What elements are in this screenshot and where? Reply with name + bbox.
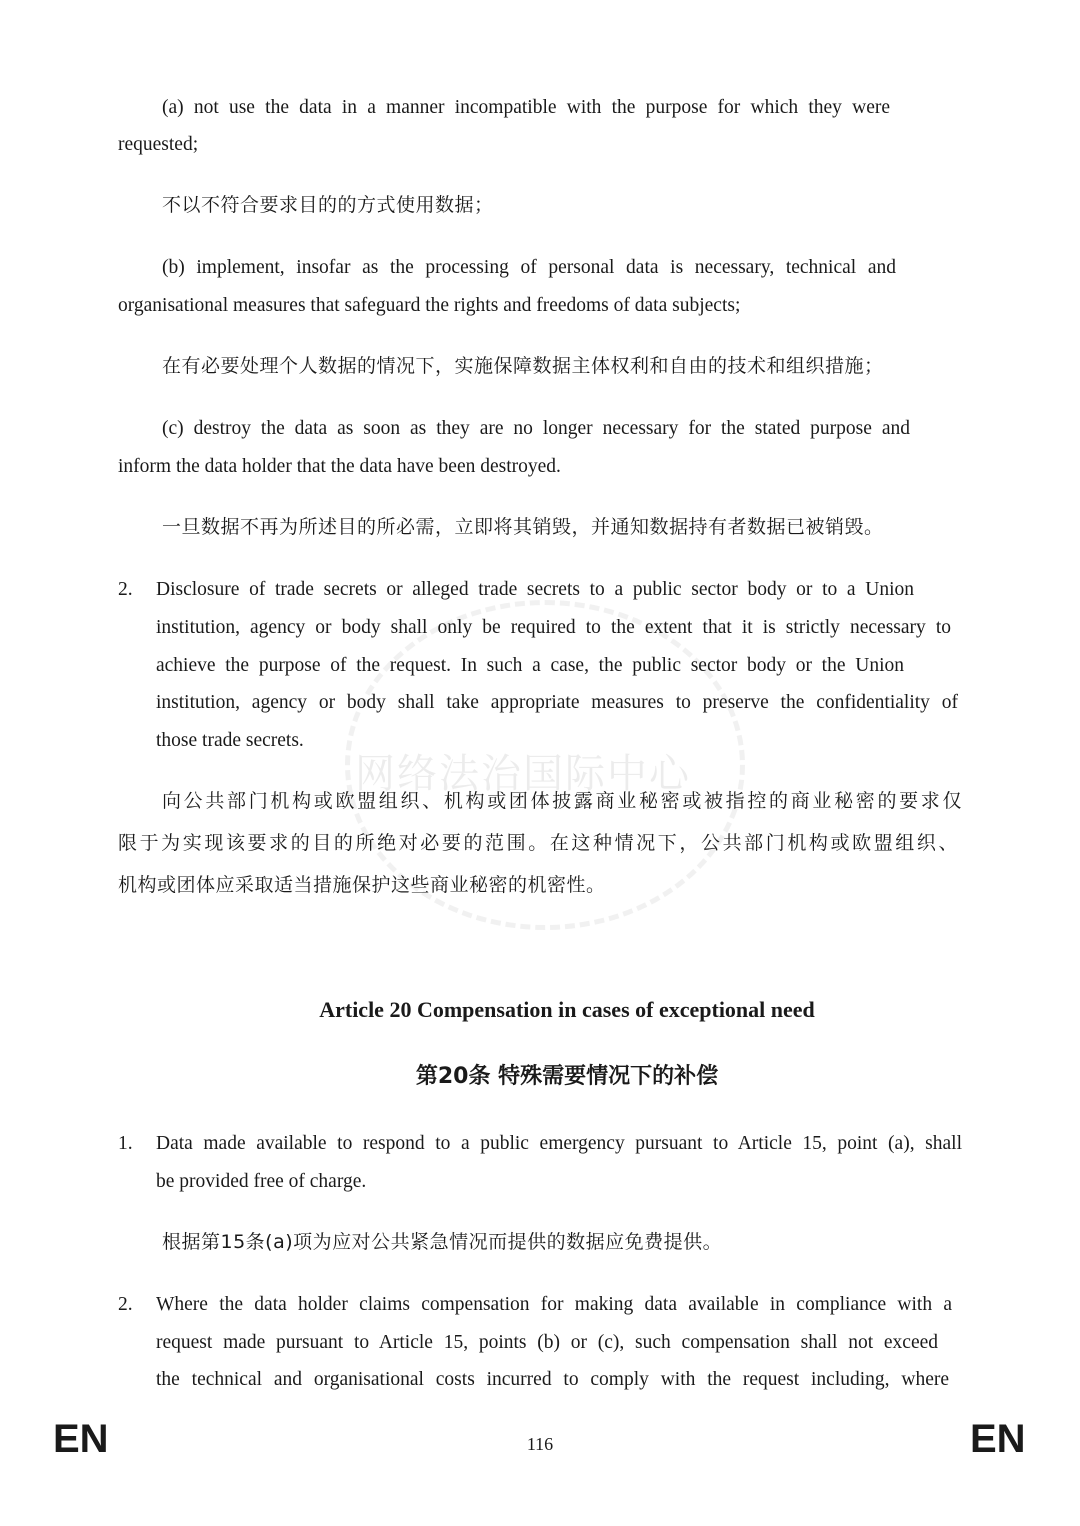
art-item1-line: be provided free of charge.: [156, 1171, 367, 1192]
item2-line: achieve the purpose of the request. In such a case, the public sector body or the Union: [156, 655, 904, 676]
item2-zh-line: 限于为实现该要求的目的所绝对必要的范围。在这种情况下，公共部门机构或欧盟组织、: [118, 832, 958, 854]
item2-line: institution, agency or body shall only be required to the extent that it is strictly necessary to: [156, 617, 951, 638]
article-title-zh: 第20条 特殊需要情况下的补偿: [415, 1064, 719, 1089]
page-number: 116: [526, 1434, 554, 1454]
para-b-line: organisational measures that safeguard the rights and freedoms of data subjects;: [118, 295, 741, 316]
para-c-zh: 一旦数据不再为所述目的所必需，立即将其销毁，并通知数据持有者数据已被销毁。: [162, 516, 884, 538]
art-item2-line: the technical and organisational costs incurred to comply with the request including, where: [156, 1369, 949, 1390]
language-label-right: EN: [970, 1417, 1026, 1461]
para-b-line: (b) implement, insofar as the processing of personal data is necessary, technical and: [162, 257, 896, 278]
para-a-line: requested;: [118, 134, 199, 155]
item-number: 1.: [118, 1133, 133, 1154]
item-number: 2.: [118, 1294, 133, 1315]
item2-zh-line: 向公共部门机构或欧盟组织、机构或团体披露商业秘密或被指控的商业秘密的要求仅: [162, 790, 962, 812]
item2-line: Disclosure of trade secrets or alleged trade secrets to a public sector body or to a Union: [156, 579, 914, 600]
article-title: Article 20 Compensation in cases of exceptional need: [319, 997, 815, 1022]
watermark-text: 网络法治国际中心: [355, 751, 691, 797]
item-number: 2.: [118, 579, 133, 600]
para-c-line: (c) destroy the data as soon as they are no longer necessary for the stated purpose and: [162, 418, 910, 439]
art-item2-line: Where the data holder claims compensation for making data available in compliance with a: [156, 1294, 952, 1315]
item2-line: those trade secrets.: [156, 730, 304, 751]
item2-line: institution, agency or body shall take appropriate measures to preserve the confidentiality of: [156, 692, 958, 713]
para-b-zh: 在有必要处理个人数据的情况下，实施保障数据主体权利和自由的技术和组织措施；: [162, 355, 884, 377]
language-label-left: EN: [53, 1417, 109, 1461]
para-a-zh: 不以不符合要求目的的方式使用数据；: [162, 194, 494, 216]
art-item1-line: Data made available to respond to a public emergency pursuant to Article 15, point (a), shall: [156, 1133, 962, 1154]
para-c-line: inform the data holder that the data have been destroyed.: [118, 456, 561, 477]
para-a-line: (a) not use the data in a manner incompatible with the purpose for which they were: [162, 97, 890, 118]
item2-zh-line: 机构或团体应采取适当措施保护这些商业秘密的机密性。: [118, 874, 606, 896]
art-item2-line: request made pursuant to Article 15, points (b) or (c), such compensation shall not exceed: [156, 1332, 938, 1353]
art-item1-zh: 根据第15条(a)项为应对公共紧急情况而提供的数据应免费提供。: [162, 1231, 723, 1253]
